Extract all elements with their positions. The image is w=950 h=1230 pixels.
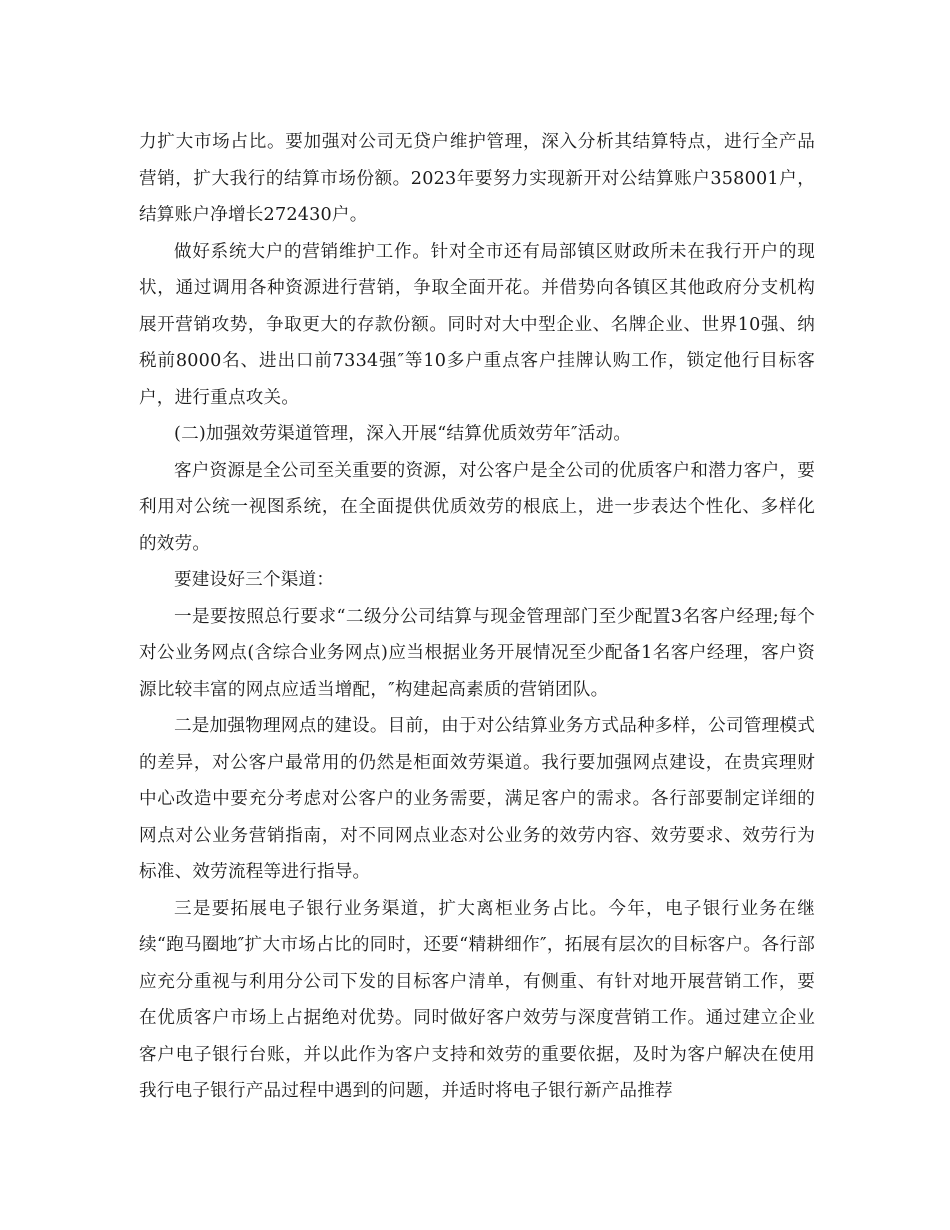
section-heading: (二)加强效劳渠道管理，深入开展“结算优质效劳年″活动。	[174, 424, 632, 444]
paragraph-channel-one: 一是要按照总行要求“二级分公司结算与现金管理部门至少配置3名客户经理;每个对公业务网点(含综合业务网点)应当根据业务开展情况至少配备1名客户经理，客户资源比较丰富的网点应适当增配，″构建起高素质的营销团队。	[139, 606, 815, 700]
paragraph-channel-two: 二是加强物理网点的建设。目前，由于对公结算业务方式品种多样，公司管理模式的差异，对公客户最常用的仍然是柜面效劳渠道。我行要加强网点建设，在贵宾理财中心改造中要充分考虑对公客户的业务需要，满足客户的需求。各行部要制定详细的网点对公业务营销指南，对不同网点业态对公业务的效劳内容、效劳要求、效劳行为标准、效劳流程等进行指导。	[139, 716, 815, 882]
document-body	[139, 124, 815, 1110]
paragraph-three-channels: 要建设好三个渠道：	[174, 570, 335, 590]
paragraph-channel-three: 三是要拓展电子银行业务渠道，扩大离柜业务占比。今年，电子银行业务在继续“跑马圈地″扩大市场占比的同时，还要“精耕细作″，拓展有层次的目标客户。各行部应充分重视与利用分公司下发的目标客户清单，有侧重、有针对地开展营销工作，要在优质客户市场上占据绝对优势。同时做好客户效劳与深度营销工作。通过建立企业客户电子银行台账，并以此作为客户支持和效劳的重要依据，及时为客户解决在使用我行电子银行产品过程中遇到的问题，并适时将电子银行新产品推荐	[139, 898, 815, 1101]
paragraph-key-accounts: 做好系统大户的营销维护工作。针对全市还有局部镇区财政所未在我行开户的现状，通过调用各种资源进行营销，争取全面开花。并借势向各镇区其他政府分支机构展开营销攻势，争取更大的存款份额。同时对大中型企业、名牌企业、世界10强、纳税前8000名、进出口前7334强″等10多户重点客户挂牌认购工作，锁定他行目标客户，进行重点攻关。	[139, 241, 815, 408]
paragraph-continuation: 力扩大市场占比。要加强对公司无贷户维护管理，深入分析其结算特点，进行全产品营销，扩大我行的结算市场份额。2023年要努力实现新开对公结算账户358001户，结算账户净增长272430户。	[139, 132, 815, 225]
paragraph-customer-resources: 客户资源是全公司至关重要的资源，对公客户是全公司的优质客户和潜力客户，要利用对公统一视图系统，在全面提供优质效劳的根底上，进一步表达个性化、多样化的效劳。	[139, 460, 815, 554]
